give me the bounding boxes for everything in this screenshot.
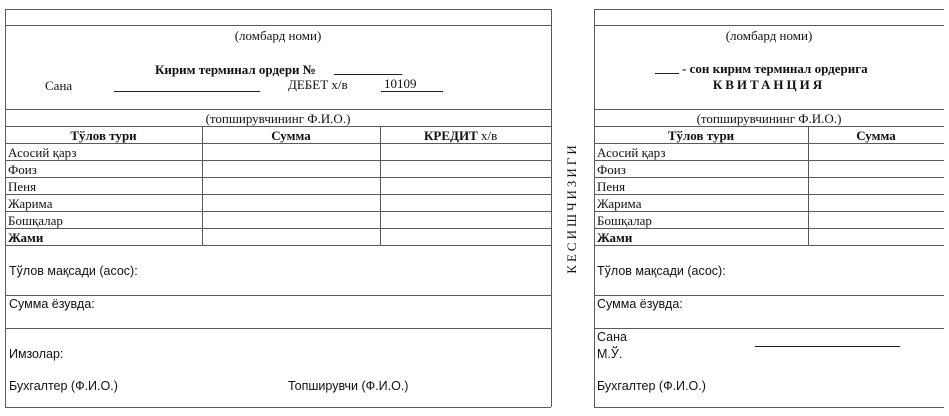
rule	[202, 126, 203, 245]
rule	[594, 109, 944, 110]
purpose-label: Тўлов мақсади (асос):	[597, 264, 726, 278]
rule	[594, 126, 944, 127]
cut-line-separator	[551, 9, 593, 407]
rule	[5, 126, 551, 127]
table-row: Бошқалар	[597, 213, 652, 228]
rule	[594, 9, 944, 10]
col-header-amount: Сумма	[856, 128, 896, 143]
debit-line	[381, 91, 443, 92]
rule	[594, 25, 944, 26]
rule	[594, 295, 944, 296]
date-line	[114, 91, 260, 92]
table-row: Бошқалар	[8, 213, 63, 228]
rule	[808, 126, 809, 245]
rule	[5, 228, 551, 229]
rule	[594, 407, 944, 408]
table-row: Фоиз	[8, 162, 37, 177]
table-row: Фоиз	[597, 162, 626, 177]
date-label: Сана	[45, 78, 73, 93]
rule	[594, 143, 944, 144]
credit-label: КРЕДИТ	[424, 128, 478, 143]
rule	[594, 177, 944, 178]
amount-words-label: Сумма ёзувда:	[9, 297, 95, 311]
table-row: Пеня	[8, 179, 37, 194]
rule	[5, 194, 551, 195]
rule	[594, 245, 944, 246]
rule	[594, 328, 944, 329]
purpose-label: Тўлов мақсади (асос):	[9, 264, 138, 278]
order-title: Кирим терминал ордери №	[155, 62, 316, 77]
col-header-payment-type: Тўлов тури	[667, 128, 735, 143]
rule	[594, 211, 944, 212]
order-number-line	[655, 73, 679, 74]
table-row: Жарима	[8, 196, 53, 211]
rule	[5, 177, 551, 178]
rule	[5, 25, 551, 26]
cut-line-label: КЕСИШЧИЗИГИ	[564, 142, 579, 274]
rule	[5, 328, 551, 329]
table-row-total: Жами	[8, 230, 44, 245]
table-row-total: Жами	[597, 230, 633, 245]
accountant-label: Бухгалтер (Ф.И.О.)	[9, 379, 118, 393]
rule	[380, 126, 381, 245]
col-header-payment-type: Тўлов тури	[70, 128, 137, 143]
rule	[5, 9, 551, 10]
table-row: Пеня	[597, 179, 626, 194]
accountant-label: Бухгалтер (Ф.И.О.)	[597, 379, 706, 393]
rule	[5, 143, 551, 144]
payer-name: (топширувчининг Ф.И.О.)	[205, 111, 351, 126]
date-line	[755, 346, 900, 347]
signatures-label: Имзолар:	[9, 347, 64, 361]
rule	[5, 109, 551, 110]
rule	[5, 245, 551, 246]
amount-words-label: Сумма ёзувда:	[597, 297, 683, 311]
rule	[5, 407, 551, 408]
col-header-amount: Сумма	[271, 128, 311, 143]
col-header-credit	[424, 129, 497, 142]
credit-suffix: х/в	[481, 128, 498, 143]
table-row: Жарима	[597, 196, 642, 211]
rule	[594, 160, 944, 161]
rule	[594, 194, 944, 195]
payer-name: (топширувчининг Ф.И.О.)	[696, 111, 842, 126]
debit-label: ДЕБЕТ х/в	[288, 77, 348, 92]
table-row: Асосий қарз	[597, 145, 666, 160]
table-row: Асосий қарз	[8, 145, 77, 160]
debit-value: 10109	[384, 76, 417, 91]
rule	[594, 228, 944, 229]
rule	[5, 295, 551, 296]
payer-signature-label: Топширувчи (Ф.И.О.)	[288, 379, 409, 393]
rule	[594, 9, 595, 407]
pawnshop-name: (ломбард номи)	[234, 28, 322, 43]
date-label: Сана	[597, 330, 627, 344]
rule	[5, 160, 551, 161]
order-ref: - сон кирим терминал ордерига	[682, 61, 868, 76]
receipt-title: КВИТАНЦИЯ	[712, 77, 826, 92]
rule	[5, 9, 6, 407]
order-number-line	[334, 74, 402, 75]
rule	[5, 211, 551, 212]
pawnshop-name: (ломбард номи)	[725, 28, 813, 43]
stamp-label: М.Ў.	[597, 347, 623, 361]
